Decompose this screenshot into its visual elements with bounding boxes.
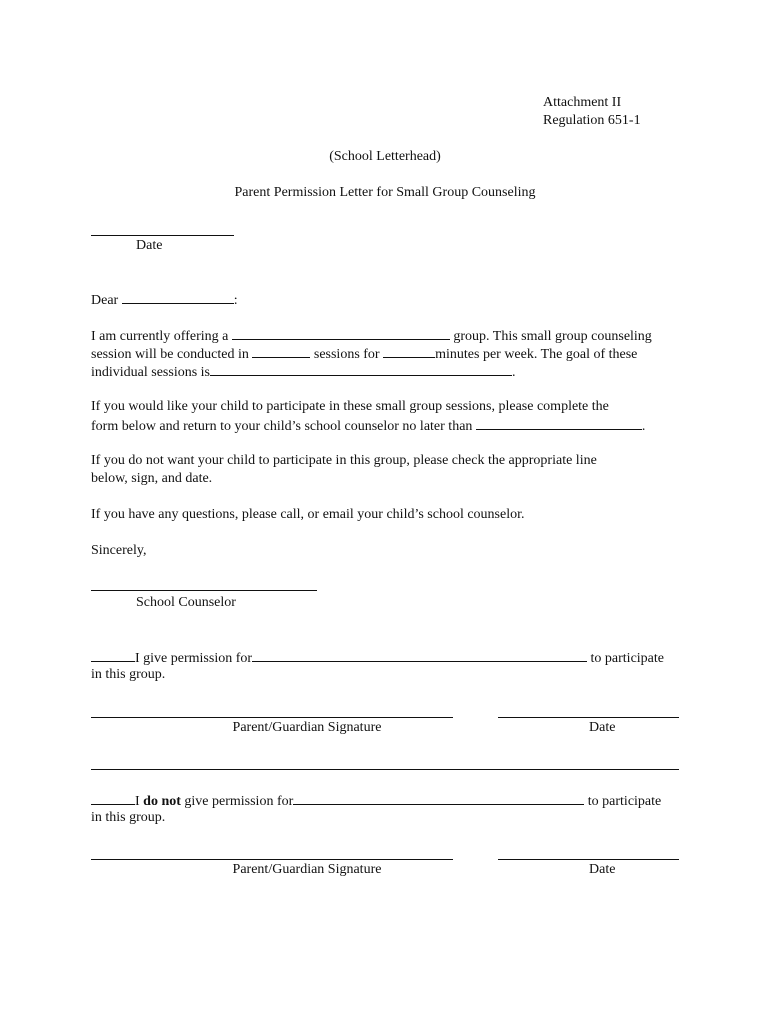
permission-no-emphasis: do not (143, 794, 181, 809)
permission-no-line2: in this group. (91, 810, 166, 825)
para2-text: form below and return to your child’s school counselor no later than (91, 419, 476, 434)
date-label: Date (136, 238, 163, 253)
para2-line1: If you would like your child to participate in these small group sessions, please complete the (91, 399, 609, 414)
para3-line1: If you do not want your child to participate in this group, please check the appropriate line (91, 453, 597, 468)
para1-line2 (91, 344, 637, 364)
section-divider (91, 769, 679, 770)
guardian-signature-label: Parent/Guardian Signature (232, 862, 382, 877)
signature-date-label: Date (589, 720, 616, 735)
para2-text: . (641, 419, 646, 434)
guardian-signature-line[interactable] (91, 717, 453, 718)
para1-line1 (91, 326, 652, 346)
date-field-line[interactable] (91, 235, 234, 236)
permission-yes-check[interactable] (91, 648, 135, 662)
para1-text: session will be conducted in (91, 347, 253, 362)
child-name-field-no[interactable] (293, 791, 584, 805)
return-date-field[interactable] (476, 416, 642, 430)
para1-text: group. This small group counseling (449, 329, 652, 344)
permission-no-text: I (135, 794, 144, 809)
permission-no-line1 (91, 791, 661, 811)
group-name-field[interactable] (232, 326, 450, 340)
salutation-prefix: Dear (91, 293, 122, 308)
para1-text: individual sessions is (91, 365, 211, 380)
para1-line3 (91, 362, 516, 382)
para2-line2 (91, 416, 645, 436)
closing: Sincerely, (91, 543, 147, 558)
letter-title: Parent Permission Letter for Small Group Counseling (234, 185, 536, 200)
guardian-signature-line[interactable] (91, 859, 453, 860)
permission-yes-text: to participate (587, 651, 664, 666)
minutes-field[interactable] (383, 344, 435, 358)
permission-no-check[interactable] (91, 791, 135, 805)
signature-date-label: Date (589, 862, 616, 877)
child-name-field-yes[interactable] (252, 648, 587, 662)
para1-text: . (512, 365, 516, 380)
session-count-field[interactable] (252, 344, 310, 358)
attachment-label: Attachment II (543, 95, 622, 110)
recipient-name-field[interactable] (122, 290, 234, 304)
permission-yes-line1 (91, 648, 664, 668)
guardian-signature-label: Parent/Guardian Signature (232, 720, 382, 735)
school-letterhead: (School Letterhead) (329, 149, 441, 164)
permission-no-text: to participate (584, 794, 662, 809)
para1-text: sessions for (310, 347, 384, 362)
para1-text: I am currently offering a (91, 329, 232, 344)
counselor-label: School Counselor (136, 595, 236, 610)
permission-no-text: give permission for (180, 794, 294, 809)
permission-yes-text: I give permission for (135, 651, 253, 666)
signature-date-line[interactable] (498, 859, 679, 860)
signature-date-line[interactable] (498, 717, 679, 718)
para1-text: minutes per week. The goal of these (435, 347, 638, 362)
permission-yes-line2: in this group. (91, 667, 166, 682)
salutation (91, 290, 238, 310)
regulation-label: Regulation 651-1 (543, 113, 641, 128)
counselor-signature-line[interactable] (91, 590, 317, 591)
para4: If you have any questions, please call, or email your child’s school counselor. (91, 507, 525, 522)
goal-field[interactable] (210, 362, 512, 376)
para3-line2: below, sign, and date. (91, 471, 213, 486)
salutation-suffix: : (233, 293, 238, 308)
